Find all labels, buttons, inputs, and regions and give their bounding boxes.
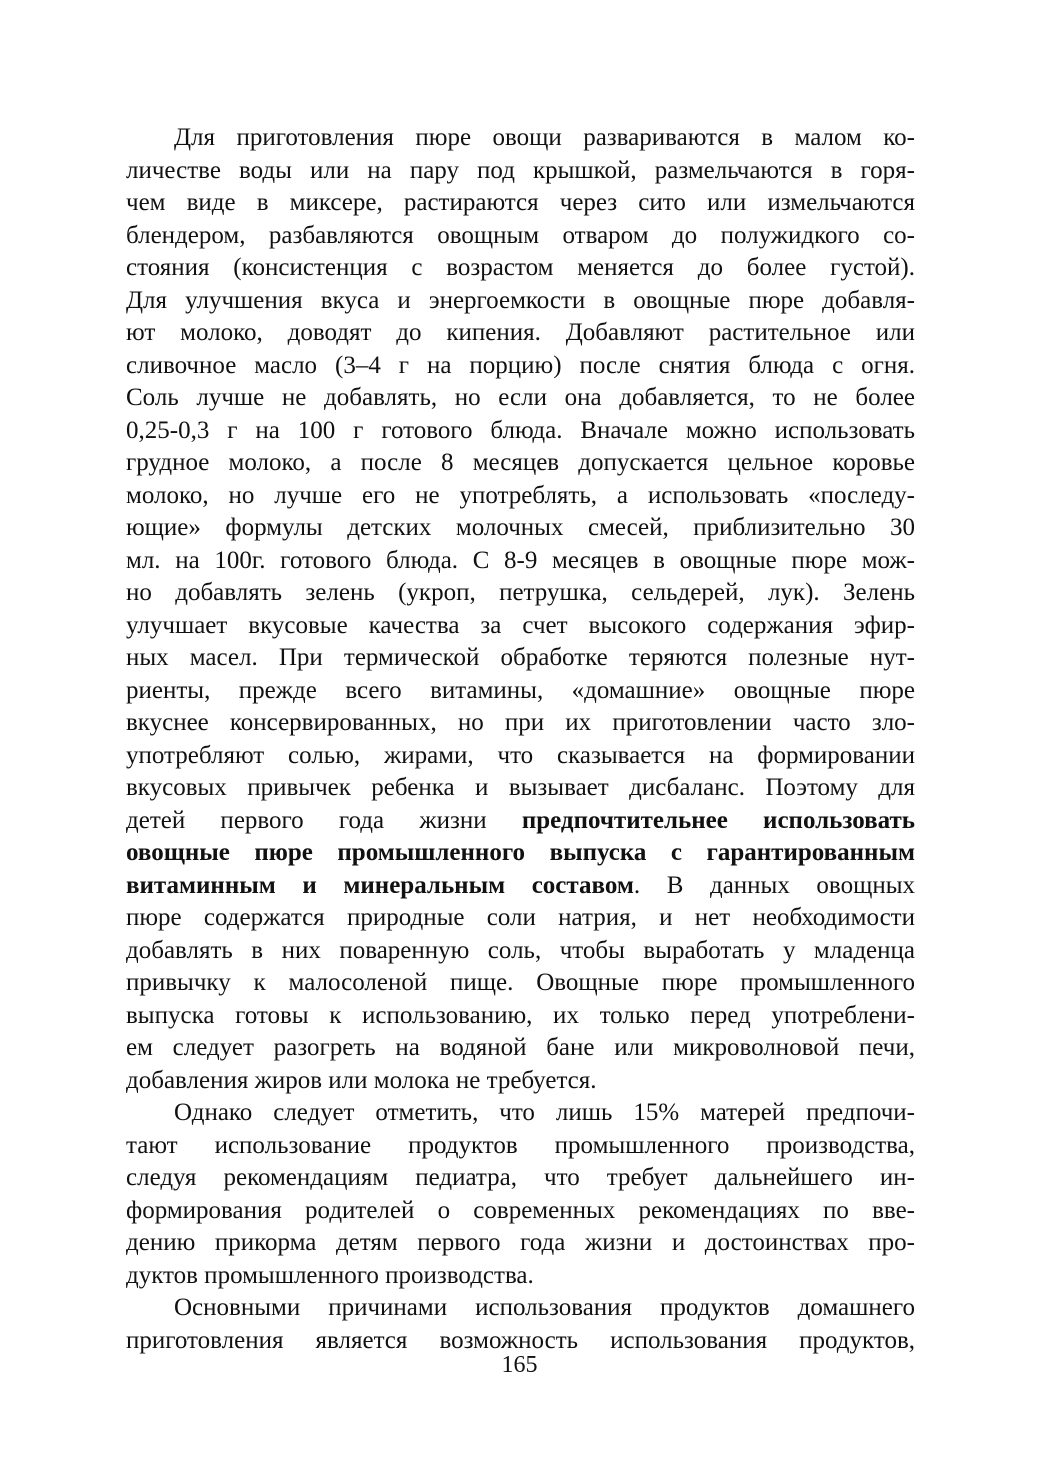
text-line <box>126 675 915 708</box>
plain-text: блендером, разбавляются овощным отваром до полужидкого со- <box>126 221 915 249</box>
plain-text: дуктов промышленного производства. <box>126 1261 534 1289</box>
plain-text: риенты, прежде всего витамины, «домашние» овощные пюре <box>126 676 915 704</box>
text-line <box>126 187 915 220</box>
text-line <box>126 1195 915 1228</box>
plain-text: формирования родителей о современных рекомендациях по вве- <box>126 1196 915 1224</box>
plain-text: Основными причинами использования продуктов домашнего <box>174 1294 915 1321</box>
text-line <box>126 1000 915 1033</box>
text-line <box>126 707 915 740</box>
text-line <box>126 415 915 448</box>
plain-text: добавления жиров или молока не требуется. <box>126 1066 597 1094</box>
plain-text: тают использование продуктов промышленного производства, <box>126 1131 915 1159</box>
plain-text: вкуснее консервированных, но при их приготовлении часто зло- <box>126 709 915 736</box>
text-line <box>126 155 915 188</box>
paragraph <box>126 1292 915 1357</box>
text-line <box>126 220 915 253</box>
text-line <box>126 1162 915 1195</box>
plain-text: молоко, но лучше его не употреблять, а использовать «последу- <box>126 481 915 509</box>
text-line <box>126 935 915 968</box>
text-line <box>126 902 915 935</box>
plain-text: выпуска готовы к использованию, их только перед употреблени- <box>126 1001 915 1029</box>
plain-text: сливочное масло (3–4 г на порцию) после снятия блюда с огня. <box>126 351 915 379</box>
text-line <box>126 740 915 773</box>
plain-text: ют молоко, доводят до кипения. Добавляют растительное или <box>126 319 915 346</box>
text-line <box>126 967 915 1000</box>
text-line <box>126 642 915 675</box>
text-line <box>126 1130 915 1163</box>
plain-text: дению прикорма детям первого года жизни и достоинствах про- <box>126 1229 915 1256</box>
plain-text: добавлять в них поваренную соль, чтобы выработать у младенца <box>126 936 915 964</box>
plain-text: стояния (консистенция с возрастом меняется до более густой). <box>126 254 915 281</box>
text-line <box>126 805 915 838</box>
paragraph <box>126 122 915 1097</box>
plain-text: Для улучшения вкуса и энергоемкости в овощные пюре добавля- <box>126 286 915 314</box>
plain-text: 0,25-0,3 г на 100 г готового блюда. Вначале можно использовать <box>126 416 915 444</box>
text-line <box>126 252 915 285</box>
text-line <box>126 1227 915 1260</box>
text-line <box>126 382 915 415</box>
bold-text: витаминным и минеральным составом <box>126 871 634 899</box>
page-number: 165 <box>501 1352 538 1378</box>
plain-text: привычку к малосоленой пище. Овощные пюре промышленного <box>126 969 915 996</box>
text-line <box>126 610 915 643</box>
plain-text: пюре содержатся природные соли натрия, и нет необходимости <box>126 904 915 931</box>
plain-text: ных масел. При термической обработке теряются полезные нут- <box>126 644 915 671</box>
text-line <box>126 317 915 350</box>
body-text <box>126 122 915 1357</box>
plain-text: но добавлять зелень (укроп, петрушка, сельдерей, лук). Зелень <box>126 579 915 606</box>
plain-text: следуя рекомендациям педиатра, что требует дальнейшего ин- <box>126 1164 915 1191</box>
text-line <box>126 480 915 513</box>
text-line <box>126 870 915 903</box>
text-line <box>126 1032 915 1065</box>
plain-text: грудное молоко, а после 8 месяцев допускается цельное коровье <box>126 449 915 476</box>
plain-text: мл. на 100г. готового блюда. С 8-9 месяцев в овощные пюре мож- <box>126 546 915 574</box>
plain-text: Для приготовления пюре овощи развариваются в малом ко- <box>174 124 915 151</box>
plain-text: детей первого года жизни <box>126 806 522 834</box>
bold-text: предпочтительнее использовать <box>521 806 915 834</box>
text-line <box>126 350 915 383</box>
text-line <box>126 837 915 870</box>
plain-text: Соль лучше не добавлять, но если она добавляется, то не более <box>126 384 915 411</box>
text-line <box>126 1292 915 1325</box>
text-line <box>126 285 915 318</box>
text-line <box>126 1260 915 1293</box>
text-line <box>126 1097 915 1130</box>
text-line <box>126 772 915 805</box>
text-line <box>126 512 915 545</box>
text-line <box>126 447 915 480</box>
text-line <box>126 545 915 578</box>
text-line <box>126 577 915 610</box>
plain-text: чем виде в миксере, растираются через сито или измельчаются <box>126 189 915 216</box>
plain-text: улучшает вкусовые качества за счет высокого содержания эфир- <box>126 611 915 639</box>
plain-text: личестве воды или на пару под крышкой, размельчаются в горя- <box>126 156 915 184</box>
text-line <box>126 1065 915 1098</box>
plain-text: Однако следует отметить, что лишь 15% матерей предпочи- <box>174 1099 915 1126</box>
plain-text: ем следует разогреть на водяной бане или микроволновой печи, <box>126 1034 915 1061</box>
paragraph <box>126 1097 915 1292</box>
bold-text: овощные пюре промышленного выпуска с гарантированным <box>126 839 915 866</box>
plain-text: . В данных овощных <box>633 871 915 899</box>
plain-text: вкусовых привычек ребенка и вызывает дисбаланс. Поэтому для <box>126 774 915 801</box>
text-line <box>126 122 915 155</box>
plain-text: ющие» формулы детских молочных смесей, приблизительно 30 <box>126 514 915 541</box>
plain-text: употребляют солью, жирами, что сказывается на формировании <box>126 741 915 769</box>
plain-text: приготовления является возможность использования продуктов, <box>126 1326 915 1354</box>
